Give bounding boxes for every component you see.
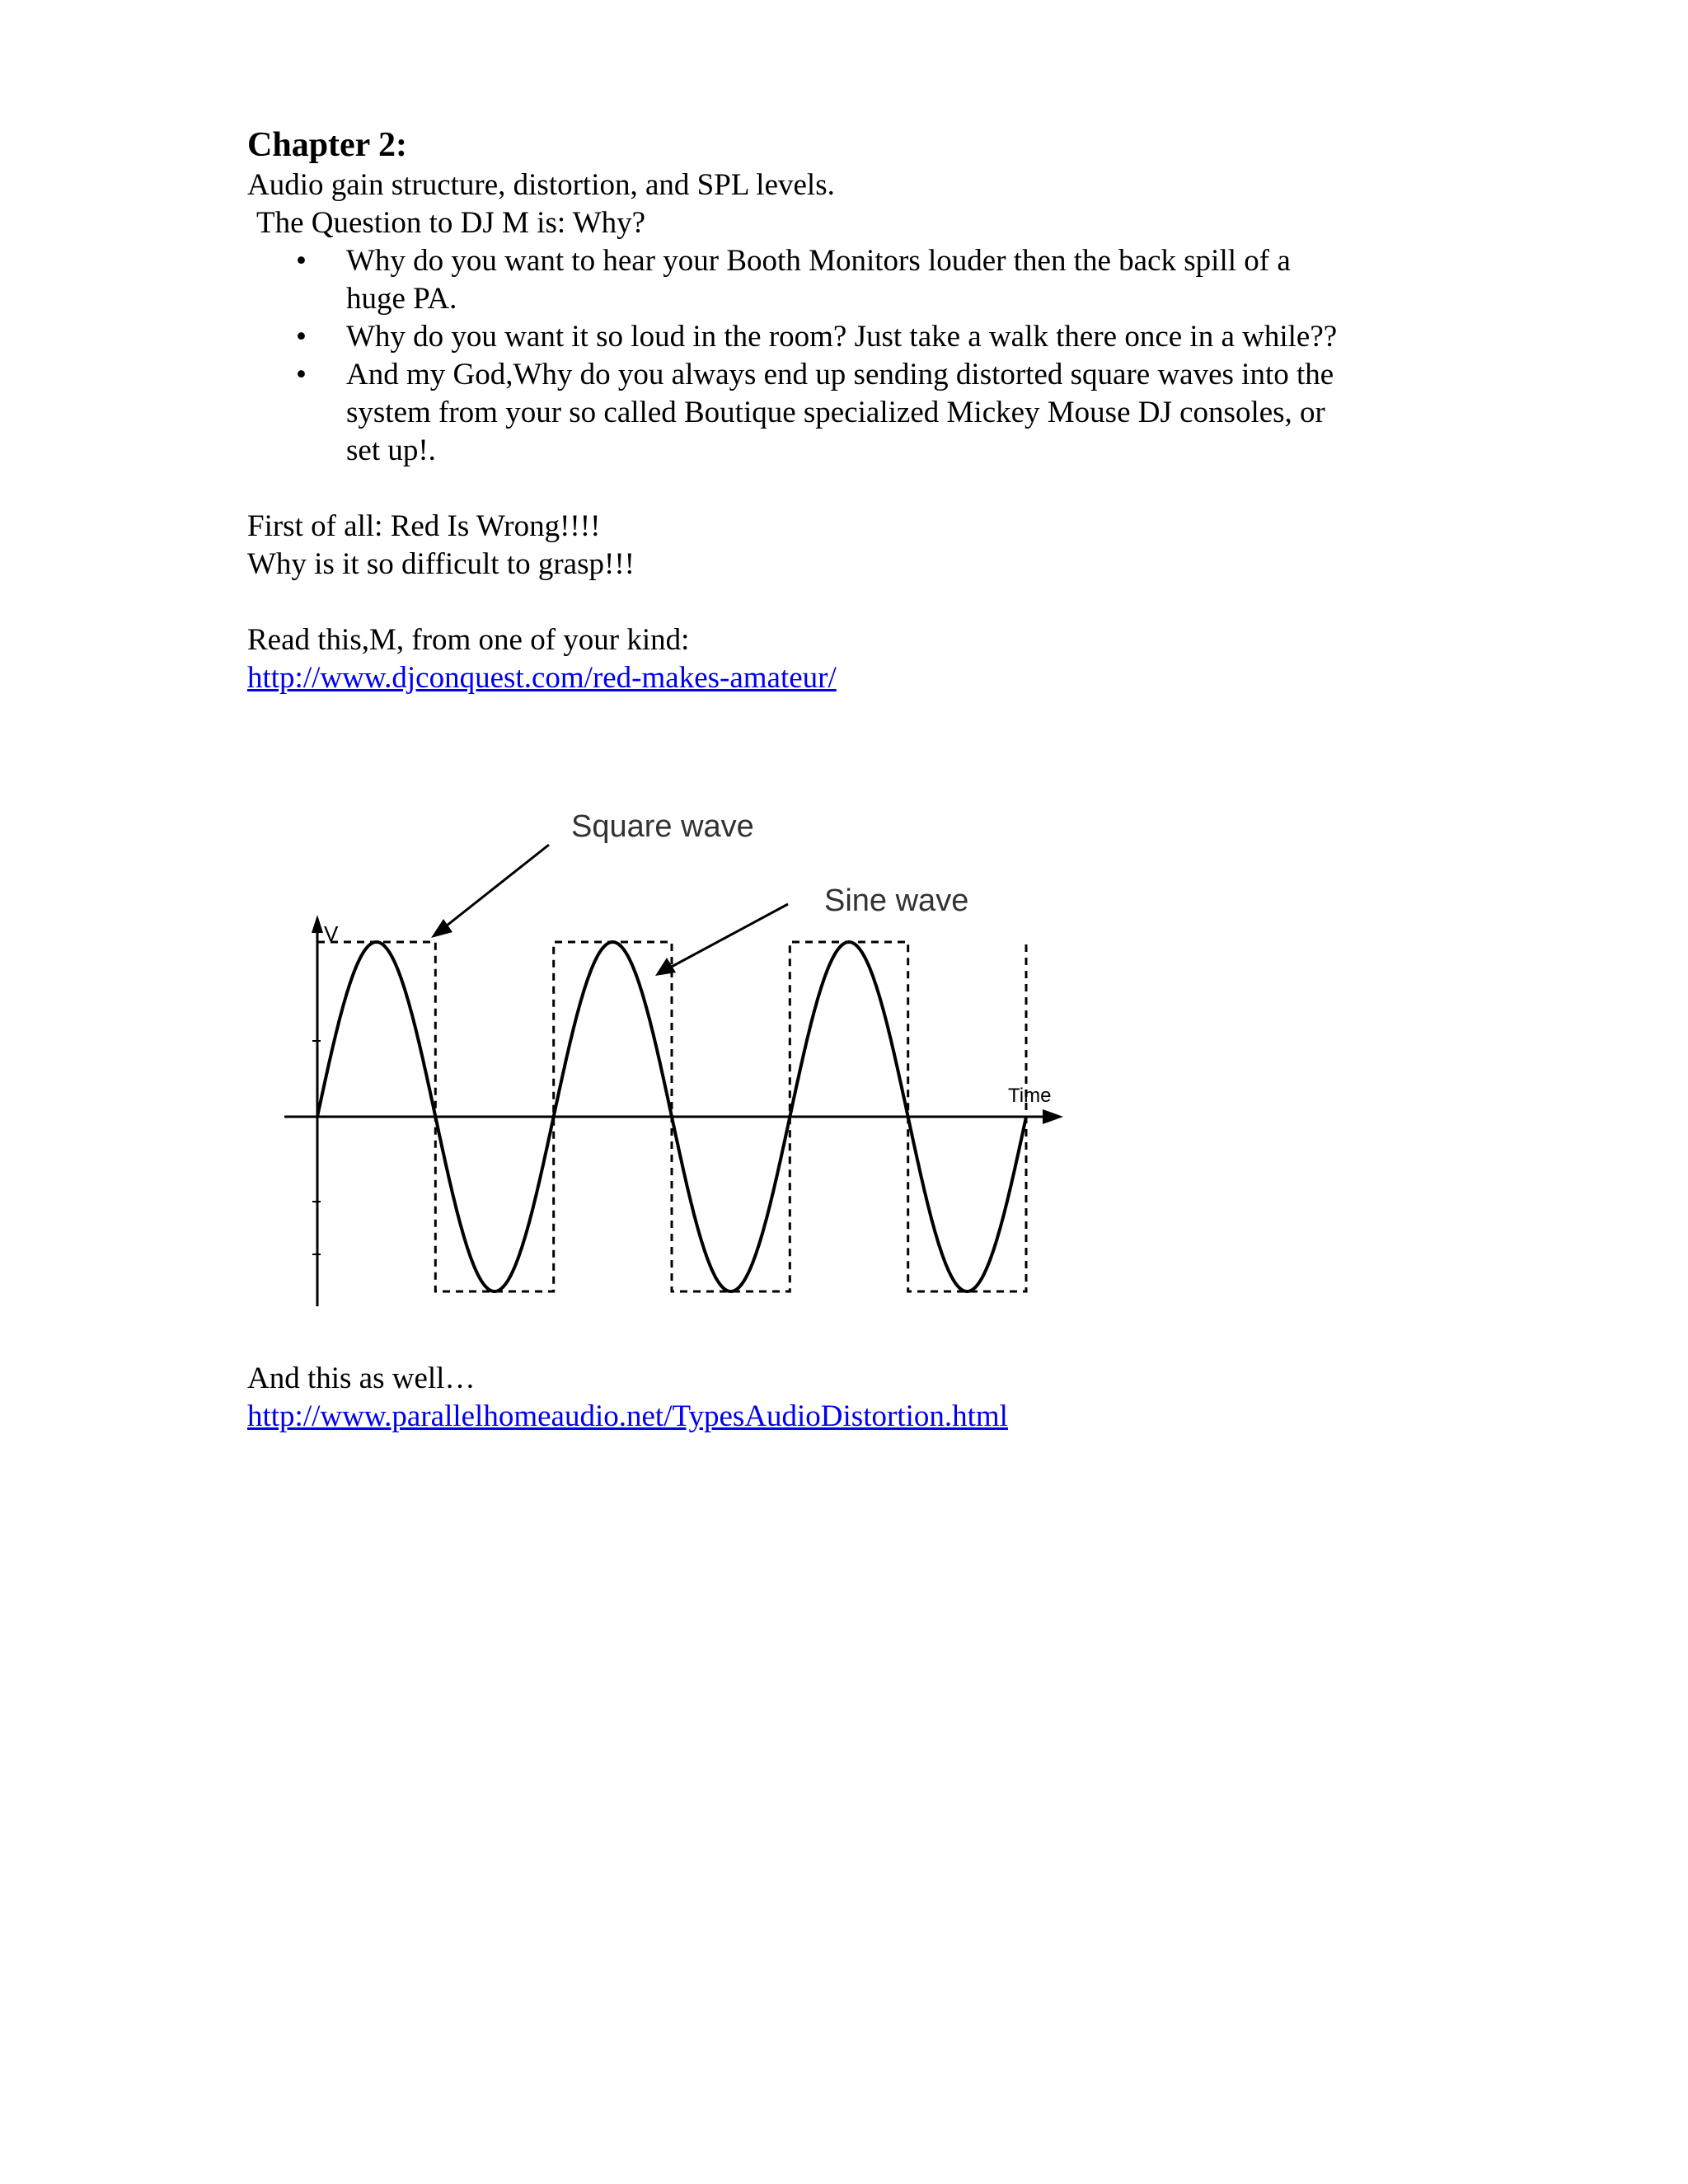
spacer: [247, 470, 1442, 508]
list-item: [247, 318, 1442, 356]
list-item: [247, 242, 1442, 318]
and-this-line: And this as well…: [247, 1361, 476, 1395]
time-axis-arrow-icon: [1043, 1109, 1063, 1124]
sine-pointer-line: [668, 904, 788, 968]
list-item-line: huge PA.: [346, 282, 457, 316]
chapter-title: Chapter 2:: [247, 126, 408, 164]
spacer: [247, 583, 1442, 621]
wave-figure: [272, 799, 1088, 1319]
time-axis-label: Time: [1008, 1085, 1052, 1107]
chapter-subtitle: Audio gain structure, distortion, and SPL levels.: [247, 168, 835, 202]
square-pointer-arrow-icon: [431, 919, 452, 938]
v-axis-label: V: [324, 921, 339, 946]
list-item-line: Why do you want it so loud in the room? Just take a walk there once in a while??: [346, 320, 1338, 354]
list-item: [247, 356, 1442, 470]
square-pointer-line: [443, 845, 549, 929]
grasp-line: Why is it so difficult to grasp!!!: [247, 547, 635, 581]
question-line: The Question to DJ M is: Why?: [256, 206, 646, 240]
list-item-line: set up!.: [346, 434, 436, 467]
wave-diagram: [272, 799, 1088, 1319]
square-wave-label: Square wave: [571, 809, 754, 844]
link-row: [247, 659, 1442, 697]
red-wrong-line: First of all: Red Is Wrong!!!!: [247, 509, 601, 543]
list-item-line: system from your so called Boutique specialized Mickey Mouse DJ consoles, or: [346, 396, 1325, 429]
bullet-icon: •: [296, 358, 307, 391]
v-axis-arrow-icon: [312, 915, 323, 933]
djconquest-link[interactable]: http://www.djconquest.com/red-makes-amateur/: [247, 661, 837, 695]
parallelhomeaudio-link[interactable]: http://www.parallelhomeaudio.net/TypesAudioDistortion.html: [247, 1399, 1008, 1433]
list-item-line: And my God,Why do you always end up sending distorted square waves into the: [346, 358, 1334, 391]
document-footer-text: [247, 1360, 1442, 1436]
sine-wave-label: Sine wave: [824, 883, 969, 918]
read-this-line: Read this,M, from one of your kind:: [247, 623, 690, 657]
bullet-icon: •: [296, 244, 307, 278]
document-body: [247, 124, 1442, 697]
question-list: [247, 242, 1442, 470]
link-row: [247, 1398, 1442, 1436]
list-item-line: Why do you want to hear your Booth Monitors louder then the back spill of a: [346, 244, 1291, 278]
bullet-icon: •: [296, 320, 307, 354]
